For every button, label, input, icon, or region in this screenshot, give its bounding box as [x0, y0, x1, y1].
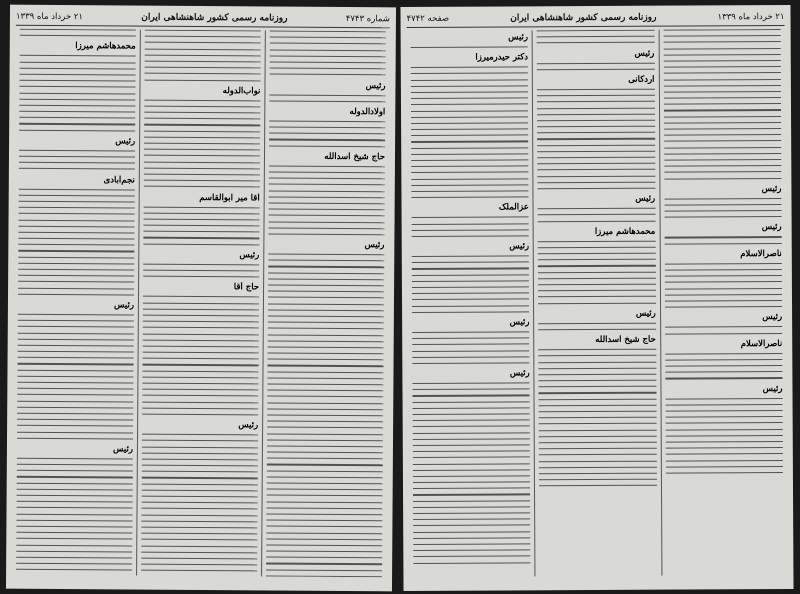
left-page-number: شماره ۴۷۴۳ — [345, 14, 390, 25]
speaker-name: رئیس — [115, 136, 136, 147]
speaker-name: محمدهاشم میرزا — [75, 41, 136, 52]
speaker-name: رئیس — [761, 222, 782, 233]
speaker-name: رئیس — [508, 32, 529, 43]
speaker-name: رئیس — [114, 300, 134, 311]
speaker-name: اولادالدوله — [349, 106, 386, 118]
speaker-name: حاج شیخ اسدالله — [324, 151, 386, 163]
left-newspaper-title: روزنامه رسمی کشور شاهنشاهی ایران — [141, 12, 288, 24]
right-page-header — [406, 9, 784, 28]
speaker-name: رئیس — [635, 308, 656, 319]
left-column-1 — [261, 30, 390, 577]
speaker-name: حاج شیخ اسدالله — [595, 334, 656, 346]
left-page — [6, 5, 396, 592]
speaker-name: رئیس — [762, 383, 783, 394]
speaker-name: رئیس — [364, 240, 385, 251]
speaker-name: رئیس — [634, 48, 655, 59]
left-column-2 — [136, 30, 265, 577]
speaker-name: نواب‌الدوله — [222, 85, 261, 97]
speaker-name: حاج آقا — [233, 282, 260, 293]
right-column-2 — [532, 30, 661, 577]
right-column-1 — [658, 29, 787, 576]
speaker-name: محمدهاشم میرزا — [594, 226, 656, 237]
speaker-name: رئیس — [239, 250, 260, 261]
speaker-name: رئیس — [365, 80, 386, 91]
speaker-name: رئیس — [509, 241, 530, 252]
right-issue-date: ۲۱ خرداد ماه ۱۳۳۹ — [717, 12, 785, 23]
right-column-3 — [407, 30, 535, 577]
speaker-name: رئیس — [761, 183, 782, 194]
speaker-name: رئیس — [113, 444, 133, 455]
speaker-name: آقا میر ابوالقاسم — [199, 192, 260, 203]
speaker-name: رئیس — [762, 312, 783, 323]
right-page-number: صفحه ۴۷۴۲ — [406, 13, 450, 24]
speaker-name: رئیس — [509, 368, 530, 379]
speaker-name: رئیس — [509, 317, 530, 328]
speaker-name: رئیس — [238, 420, 259, 431]
left-issue-date: ۲۱ خرداد ماه ۱۳۳۹ — [15, 11, 83, 23]
right-page — [400, 5, 793, 591]
speaker-name: رئیس — [635, 193, 656, 204]
left-page-header — [16, 9, 390, 29]
speaker-name: عزالملک — [498, 202, 529, 213]
right-newspaper-title: روزنامه رسمی کشور شاهنشاهی ایران — [510, 12, 657, 24]
speaker-name: دکتر حیدرمیرزا — [475, 52, 529, 63]
right-columns — [407, 29, 788, 577]
speaker-name: ناصرالاسلام — [740, 248, 782, 260]
speaker-name: نجم‌آبادی — [103, 174, 135, 186]
left-column-3 — [12, 29, 140, 576]
left-columns — [12, 29, 390, 578]
speaker-name: اردکانی — [628, 74, 655, 85]
speaker-name: ناصرالاسلام — [740, 338, 783, 349]
